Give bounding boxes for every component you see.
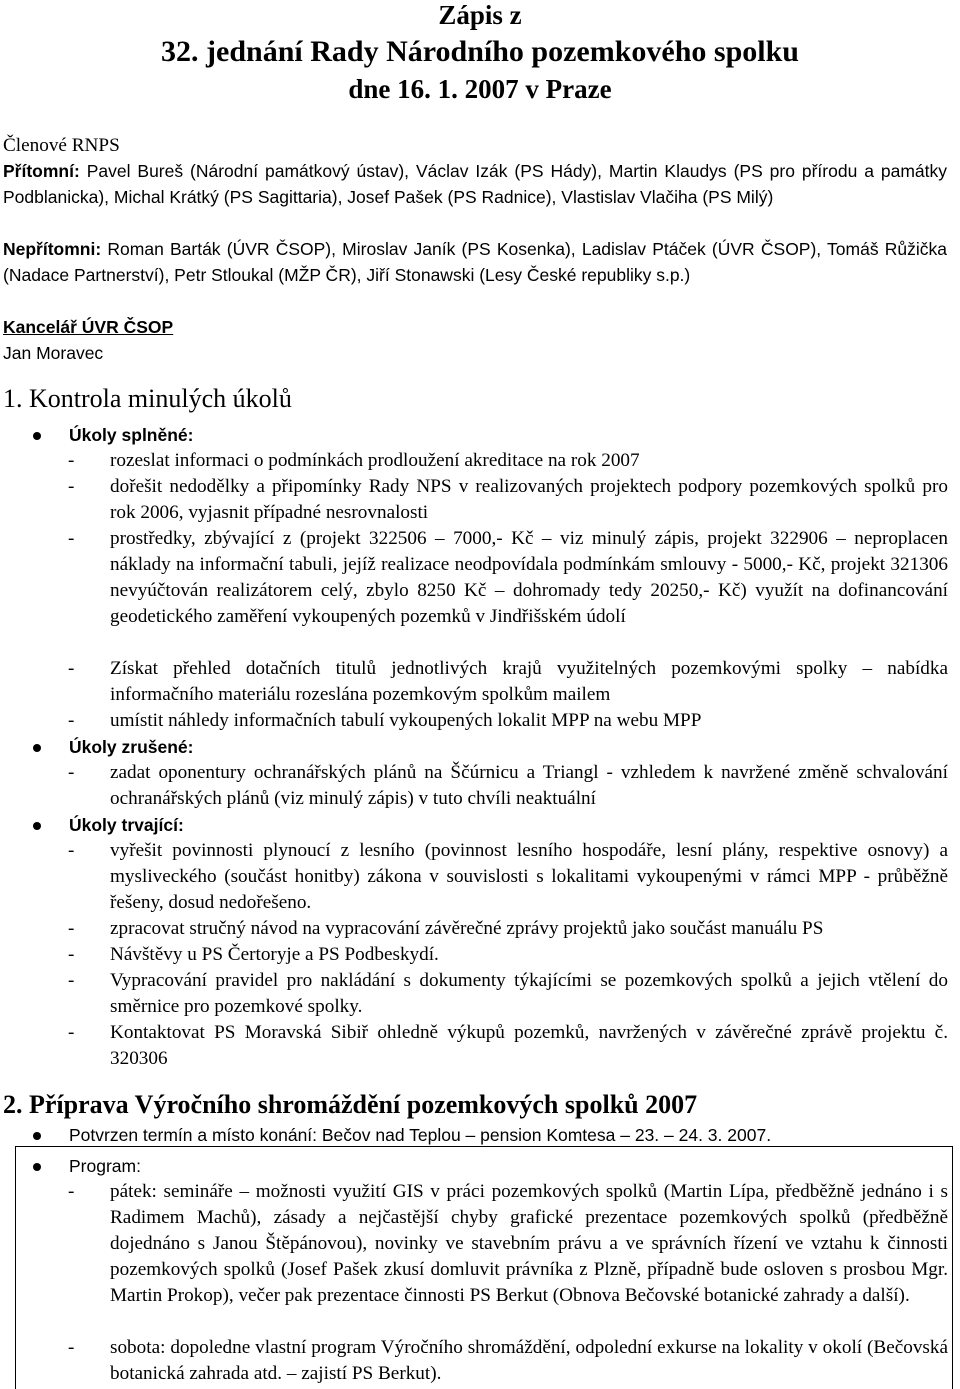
done-label: Úkoly splněné:	[69, 425, 194, 445]
dash-marker: -	[68, 476, 75, 497]
absent-label: Nepřítomni:	[3, 239, 102, 259]
office-name: Jan Moravec	[3, 343, 104, 363]
bullet-dot-icon	[33, 744, 41, 752]
dash-marker: -	[68, 762, 75, 783]
dash-marker: -	[68, 970, 75, 991]
ongoing-label: Úkoly trvající:	[69, 815, 184, 835]
present-label: Přítomní:	[3, 161, 80, 181]
ongoing-item-3: Návštěvy u PS Čertoryje a PS Podbeskydí.	[110, 944, 439, 965]
program-label: Program:	[69, 1156, 141, 1176]
title-line-2: 32. jednání Rady Národního pozemkového spolku	[161, 35, 799, 68]
bullet-dot-icon	[33, 1163, 41, 1171]
bullet-dot-icon	[33, 822, 41, 830]
bullet-dot-icon	[33, 432, 41, 440]
title-line-1: Zápis z	[438, 0, 522, 30]
section-1-heading: 1. Kontrola minulých úkolů	[3, 384, 292, 413]
title-line-3: dne 16. 1. 2007 v Praze	[348, 74, 612, 104]
done-item-5: umístit náhledy informačních tabulí vykoupených lokalit MPP na webu MPP	[110, 710, 702, 731]
dash-marker: -	[68, 528, 75, 549]
program-item-1: pátek: semináře – možnosti využití GIS v práci pozemkových spolků (Martin Lípa, předběžně jednáno i s Radimem Machů), zásady a nejčastější chyby grafické prezentace pozemkových spolků (předběžně dojednáno s Janou Štěpánovou), novinky ve stavebním právu a ve správních řízení ve vztahu k činnosti pozemkových spolků (Josef Pašek zkusí domluvit právníka z Plzně, případně bude osloven s prosbou Mgr. Martin Prokop), večer pak prezentace činnosti PS Berkut (Obnova Bečovské botanické zahrady a další).	[110, 1181, 948, 1306]
members-heading: Členové RNPS	[3, 135, 120, 156]
bullet-dot-icon	[33, 1132, 41, 1140]
dash-marker: -	[68, 658, 75, 679]
ongoing-item-2: zpracovat stručný návod na vypracování závěrečné zprávy projektů jako součást manuálu PS	[110, 918, 824, 939]
done-item-1: rozeslat informaci o podmínkách prodloužení akreditace na rok 2007	[110, 450, 640, 471]
venue-text: Potvrzen termín a místo konání: Bečov nad Teplou – pension Komtesa – 23. – 24. 3. 2007.	[69, 1125, 772, 1145]
program-item-2: sobota: dopoledne vlastní program Výročního shromáždění, odpolední exkurse na lokality v okolí (Bečovská botanická zahrada atd. – zajistí PS Berkut).	[110, 1337, 948, 1384]
dash-marker: -	[68, 1022, 75, 1043]
office-label: Kancelář ÚVR ČSOP	[3, 317, 174, 337]
done-item-4: Získat přehled dotačních titulů jednotlivých krajů využitelných pozemkovými spolky – nabídka informačního materiálu rozeslána pozemkovým spolkům mailem	[110, 658, 948, 705]
dash-marker: -	[68, 840, 75, 861]
ongoing-item-1: vyřešit povinnosti plynoucí z lesního (povinnost lesního hospodáře, lesní plány, respektive osnovy) a mysliveckého (součást honitby) zákona v souvislosti s lokalitami vykoupenými v rámci MPP - průběžně řešeny, dosud nedořešeno.	[110, 840, 948, 913]
ongoing-item-5: Kontaktovat PS Moravská Sibiř ohledně výkupů pozemků, navržených v závěrečné zprávě projektu č. 320306	[110, 1022, 948, 1069]
dash-marker: -	[68, 710, 75, 731]
dash-marker: -	[68, 1337, 75, 1358]
dash-marker: -	[68, 450, 75, 471]
present-text: Pavel Bureš (Národní památkový ústav), Václav Izák (PS Hády), Martin Klaudys (PS pro přírodu a památky Podblanicka), Michal Krátký (PS Sagittaria), Josef Pašek (PS Radnice), Vlastislav Vlačiha (PS Milý)	[3, 161, 947, 207]
done-item-2: dořešit nedodělky a připomínky Rady NPS v realizovaných projektech podpory pozemkových spolků pro rok 2006, vyjasnit případné nesrovnalosti	[110, 476, 948, 523]
done-item-3: prostředky, zbývající z (projekt 322506 – 7000,- Kč – viz minulý zápis, projekt 322906 – neproplacen náklady na informační tabuli, jejíž realizace neodpovídala podmínkám smlouvy - 5000,- Kč, projekt 321306 nevyúčtován realizátorem celý, zbylo 8250 Kč – dohromady tedy 20250,- Kč) využít na dofinancování geodetického zaměření vykoupených pozemků v Jindřišském údolí	[110, 528, 948, 627]
section-2-heading: 2. Příprava Výročního shromáždění pozemkových spolků 2007	[3, 1090, 698, 1119]
cancelled-item-1: zadat oponentury ochranářských plánů na Ščúrnicu a Triangl - vzhledem k navržené změně schvalování ochranářských plánů (viz minulý zápis) v tuto chvíli neaktuální	[110, 762, 948, 809]
present-paragraph	[3, 158, 947, 210]
ongoing-item-4: Vypracování pravidel pro nakládání s dokumenty týkajícími se pozemkových spolků a jejich vtělení do směrnice pro pozemkové spolky.	[110, 970, 948, 1017]
dash-marker: -	[68, 1181, 75, 1202]
dash-marker: -	[68, 918, 75, 939]
dash-marker: -	[68, 944, 75, 965]
absent-text: Roman Barták (ÚVR ČSOP), Miroslav Janík (PS Kosenka), Ladislav Ptáček (ÚVR ČSOP), Tomáš Růžička (Nadace Partnerství), Petr Stloukal (MŽP ČR), Jiří Stonawski (Lesy České republiky s.p.)	[3, 239, 947, 285]
absent-paragraph	[3, 236, 947, 288]
cancelled-label: Úkoly zrušené:	[69, 737, 194, 757]
